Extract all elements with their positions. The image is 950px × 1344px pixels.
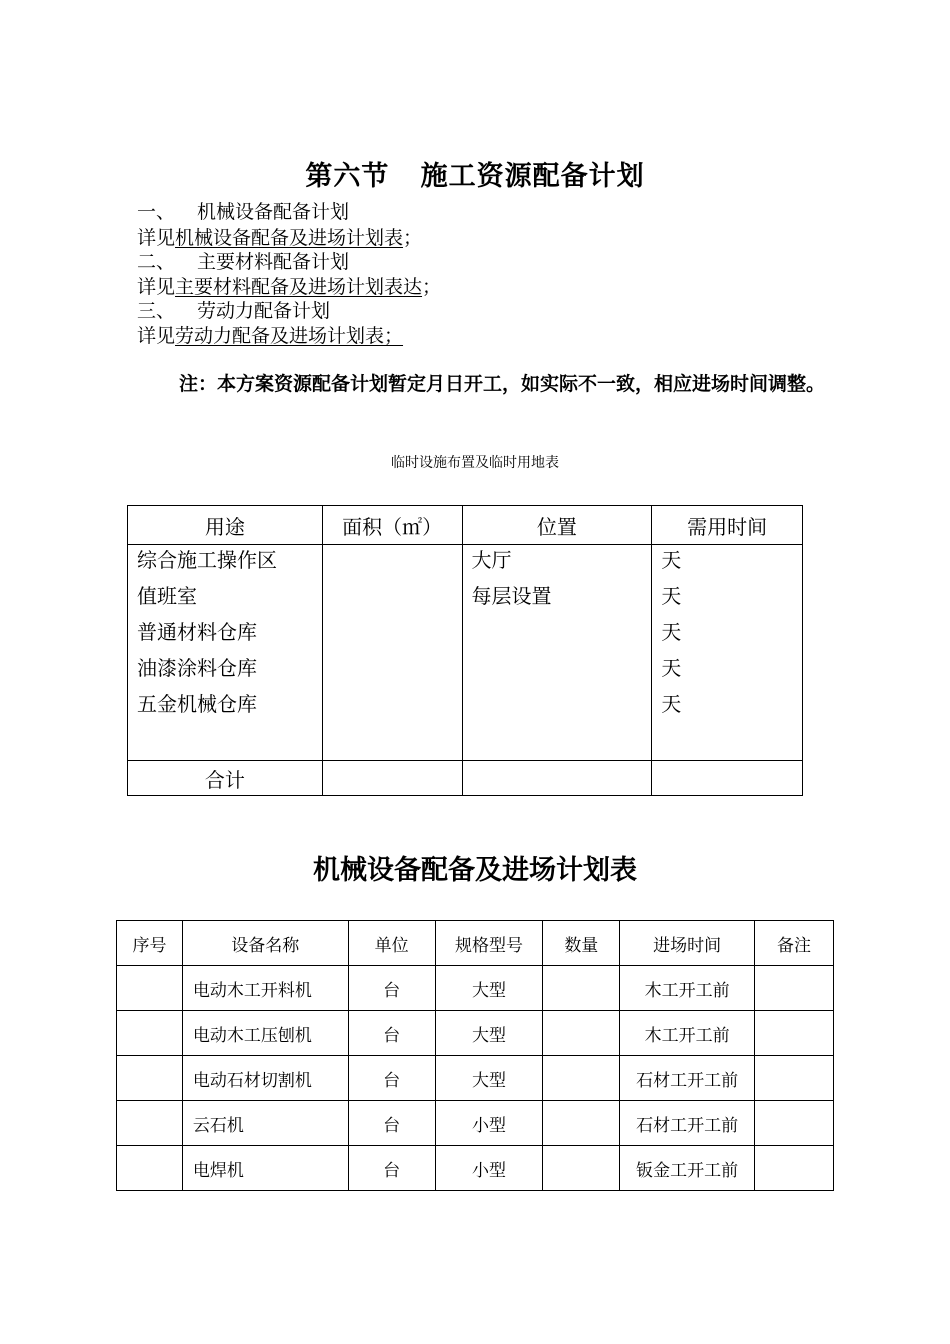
note-paragraph: 注：本方案资源配备计划暂定月日开工，如实际不一致，相应进场时间调整。	[179, 373, 826, 395]
table-row	[117, 1101, 834, 1146]
cell-remark	[755, 1056, 834, 1101]
cell-time: 天	[661, 656, 682, 680]
table-row	[117, 966, 834, 1011]
area-column	[322, 545, 462, 761]
cell-area	[332, 655, 462, 691]
cell-location: 每层设置	[471, 584, 552, 608]
see-line-2: 详见主要材料配备及进场计划表达；	[137, 276, 442, 298]
cell-use: 油漆涂料仓库	[137, 656, 257, 680]
cell-time: 石材工开工前	[620, 1101, 755, 1146]
cell-area	[332, 619, 462, 655]
header-cell: 需用时间	[652, 506, 803, 545]
cell-qty	[543, 1146, 620, 1191]
cell-time: 木工开工前	[620, 966, 755, 1011]
temp-facility-table	[127, 505, 803, 796]
cell-use: 普通材料仓库	[137, 620, 257, 644]
cell-time: 天	[661, 584, 682, 608]
table-row	[117, 1056, 834, 1101]
header-cell: 用途	[128, 506, 323, 545]
cell-location	[472, 691, 652, 727]
cell-spec: 大型	[435, 1056, 543, 1101]
cell-remark	[755, 1101, 834, 1146]
see-line-3: 详见劳动力配备及进场计划表；	[137, 325, 404, 347]
total-cell	[652, 761, 803, 796]
cell-use: 综合施工操作区	[137, 548, 277, 572]
cell-no	[117, 1011, 183, 1056]
equip-table-title: 机械设备配备及进场计划表	[313, 855, 637, 886]
total-cell	[462, 761, 652, 796]
cell-no	[117, 966, 183, 1011]
cell-remark	[755, 966, 834, 1011]
cell-area	[332, 691, 462, 727]
heading-1: 一、 机械设备配备计划	[137, 201, 350, 223]
location-column	[462, 545, 652, 761]
cell-spec: 小型	[435, 1101, 543, 1146]
header-cell: 进场时间	[620, 921, 755, 966]
cell-qty	[543, 966, 620, 1011]
cell-qty	[543, 1011, 620, 1056]
see-link-2[interactable]: 主要材料配备及进场计划表达	[175, 276, 423, 298]
cell-time: 木工开工前	[620, 1011, 755, 1056]
cell-area	[332, 583, 462, 619]
use-column	[128, 545, 323, 761]
total-cell	[322, 761, 462, 796]
temp-table-caption: 临时设施布置及临时用地表	[391, 455, 559, 471]
cell-qty	[543, 1056, 620, 1101]
cell-use: 值班室	[137, 584, 197, 608]
cell-use: 五金机械仓库	[137, 692, 257, 716]
cell-location	[472, 619, 652, 655]
heading-3: 三、 劳动力配备计划	[137, 300, 331, 322]
cell-unit: 台	[348, 1056, 435, 1101]
section-title: 第六节 施工资源配备计划	[305, 161, 645, 192]
cell-unit: 台	[348, 1146, 435, 1191]
table-row	[117, 1011, 834, 1056]
cell-remark	[755, 1146, 834, 1191]
cell-name: 电焊机	[182, 1146, 348, 1191]
table-header-row	[117, 921, 834, 966]
cell-remark	[755, 1011, 834, 1056]
time-column	[652, 545, 803, 761]
see-link-3[interactable]: 劳动力配备及进场计划表；	[175, 325, 404, 347]
cell-unit: 台	[348, 1101, 435, 1146]
cell-no	[117, 1101, 183, 1146]
cell-name: 电动木工压刨机	[182, 1011, 348, 1056]
cell-time: 天	[661, 692, 682, 716]
cell-no	[117, 1146, 183, 1191]
cell-spec: 大型	[435, 966, 543, 1011]
header-cell: 规格型号	[435, 921, 543, 966]
header-cell: 单位	[348, 921, 435, 966]
cell-qty	[543, 1101, 620, 1146]
cell-time: 天	[661, 620, 682, 644]
cell-unit: 台	[348, 966, 435, 1011]
cell-unit: 台	[348, 1011, 435, 1056]
table-body-row	[128, 545, 803, 761]
cell-name: 云石机	[182, 1101, 348, 1146]
table-header-row	[128, 506, 803, 545]
cell-time: 钣金工开工前	[620, 1146, 755, 1191]
total-label: 合计	[128, 761, 323, 796]
cell-name: 电动木工开料机	[182, 966, 348, 1011]
heading-2: 二、 主要材料配备计划	[137, 251, 350, 273]
table-row	[117, 1146, 834, 1191]
cell-name: 电动石材切割机	[182, 1056, 348, 1101]
header-cell: 面积（㎡）	[322, 506, 462, 545]
header-cell: 位置	[462, 506, 652, 545]
header-cell: 设备名称	[182, 921, 348, 966]
cell-spec: 大型	[435, 1011, 543, 1056]
total-row	[128, 761, 803, 796]
see-line-1: 详见机械设备配备及进场计划表；	[137, 227, 423, 249]
cell-area	[332, 547, 462, 583]
cell-spec: 小型	[435, 1146, 543, 1191]
equipment-table	[116, 920, 834, 1191]
cell-time: 石材工开工前	[620, 1056, 755, 1101]
cell-location	[472, 655, 652, 691]
header-cell: 序号	[117, 921, 183, 966]
cell-time: 天	[661, 548, 682, 572]
cell-no	[117, 1056, 183, 1101]
cell-location: 大厅	[471, 548, 512, 572]
see-link-1[interactable]: 机械设备配备及进场计划表	[175, 227, 404, 249]
header-cell: 数量	[543, 921, 620, 966]
header-cell: 备注	[755, 921, 834, 966]
